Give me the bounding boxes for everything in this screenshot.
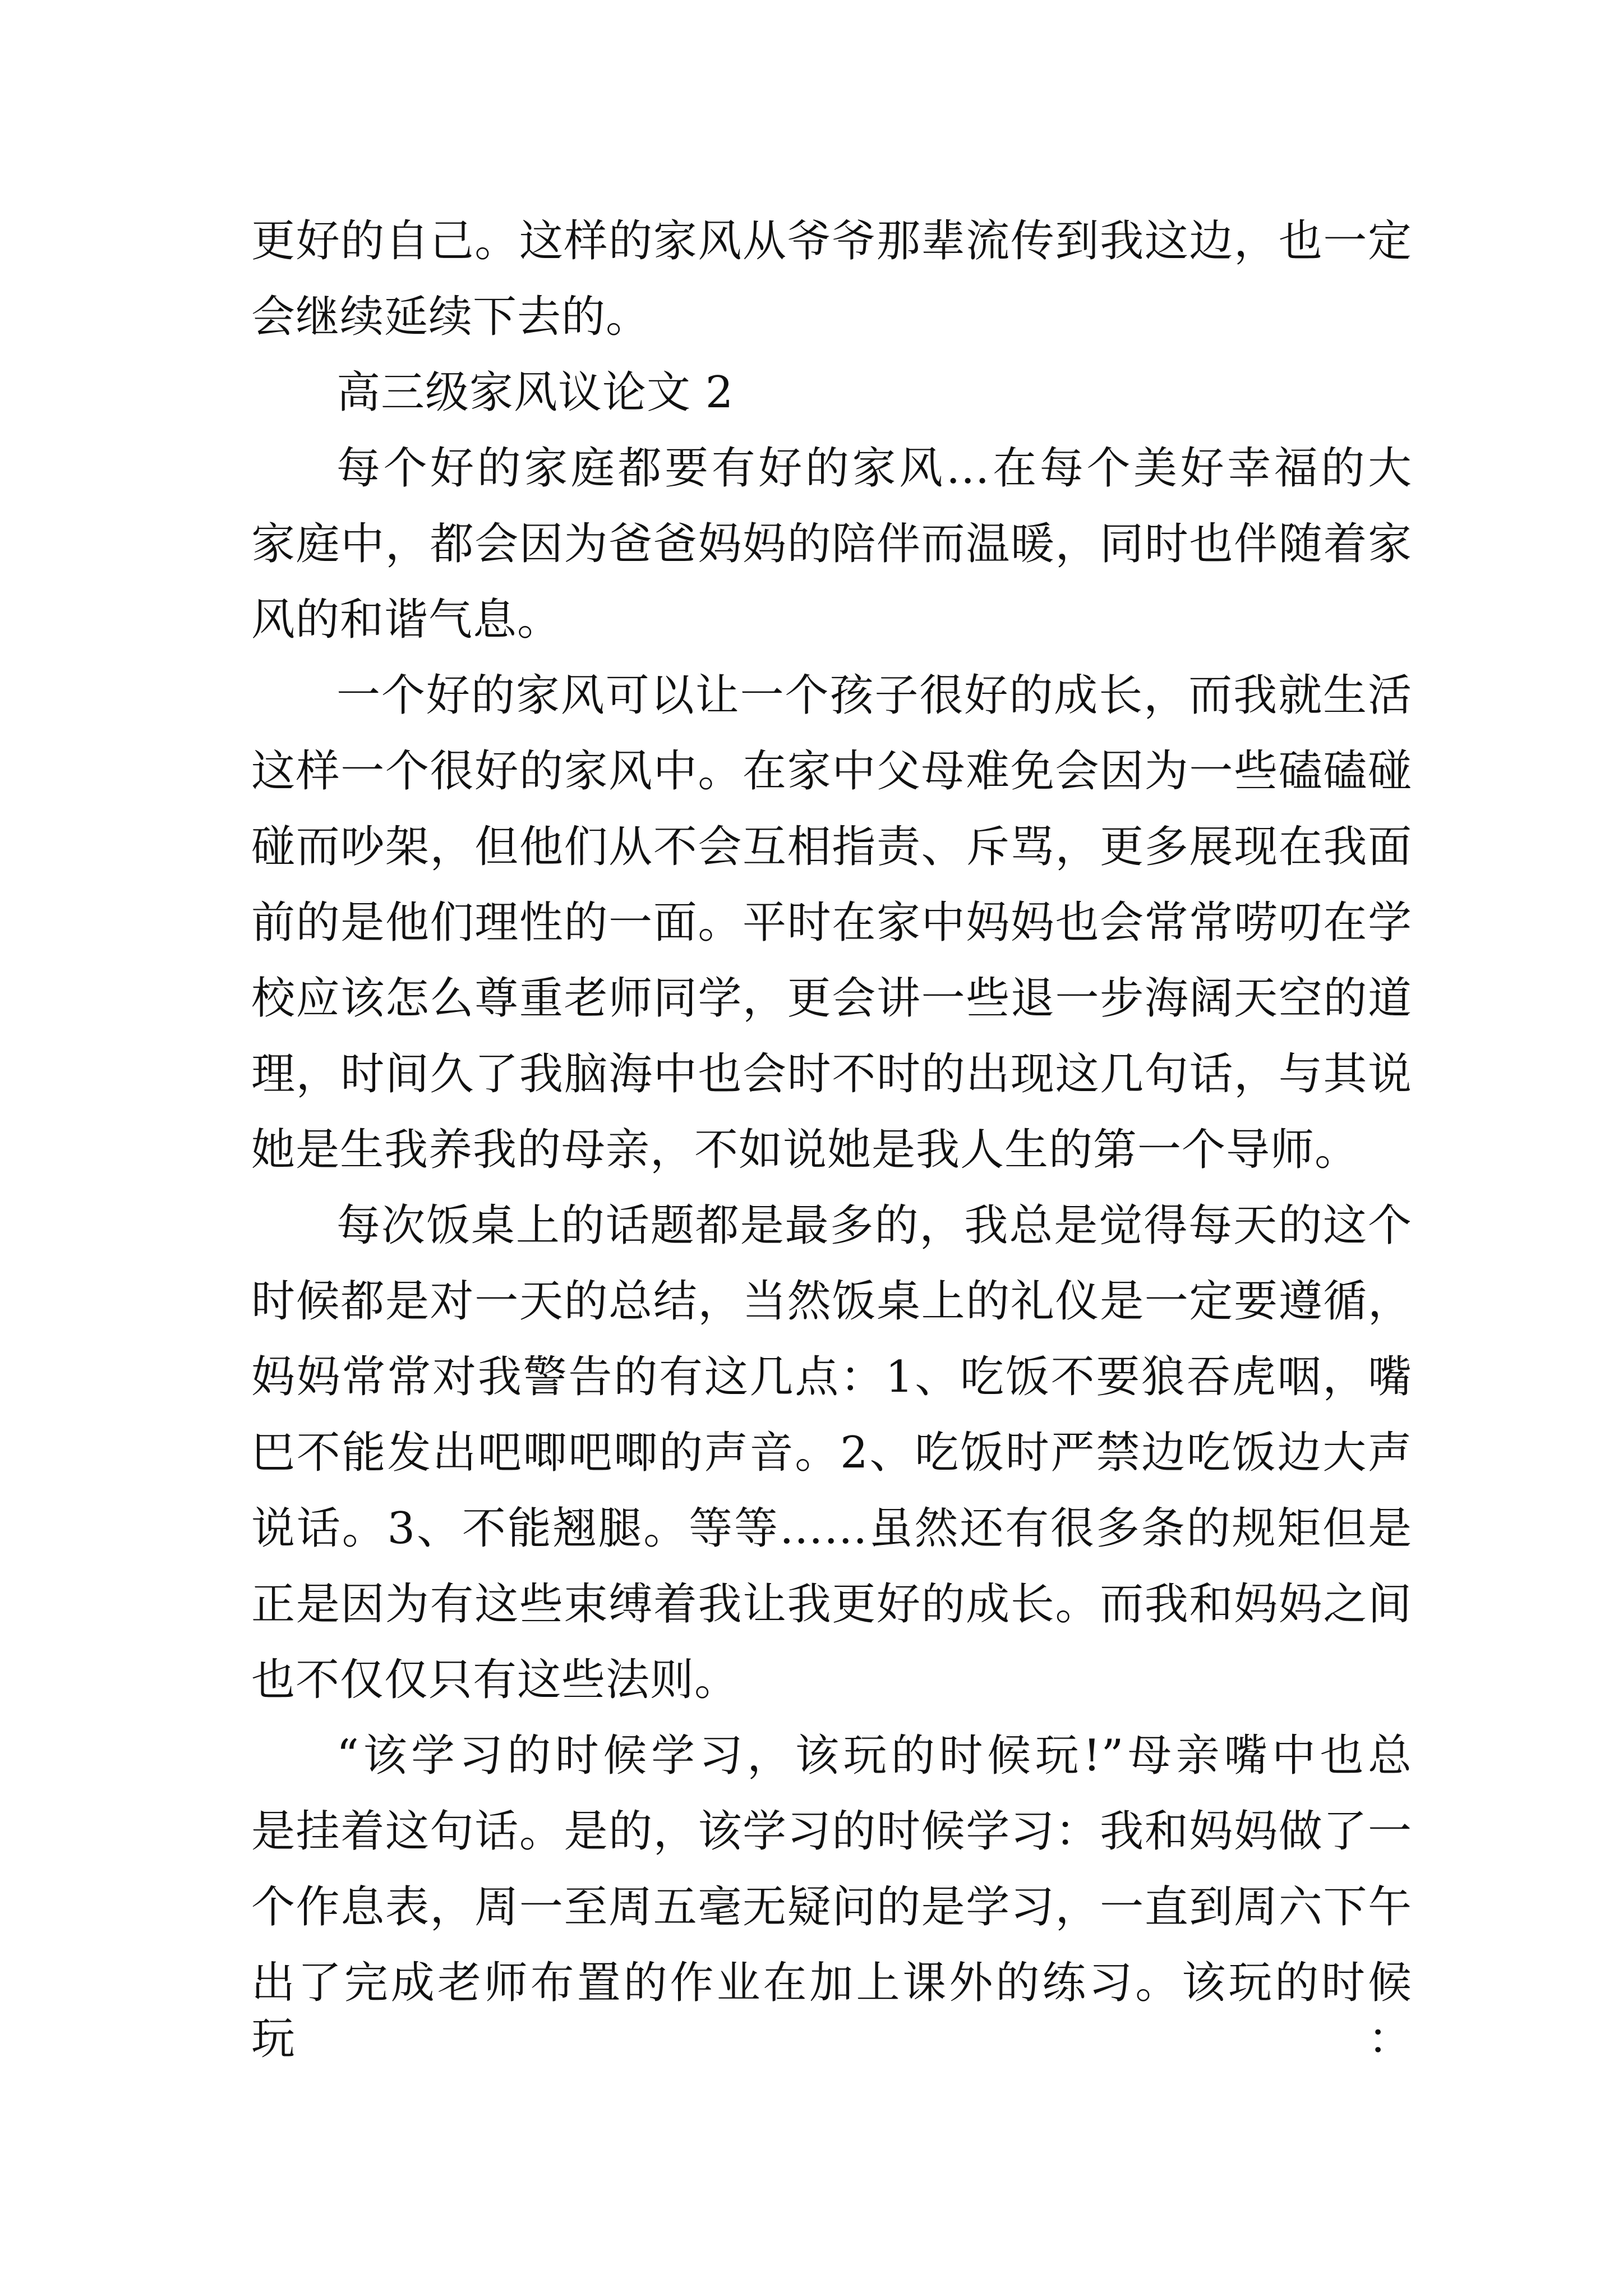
text-line: 每个好的家庭都要有好的家风…在每个美好幸福的大: [336, 443, 1412, 494]
text-line: 出了完成老师布置的作业在加上课外的练习。该玩的时候玩：: [251, 1958, 1412, 2064]
text-line: 更好的自己。这样的家风从爷爷那辈流传到我这边，也一定: [251, 216, 1412, 266]
text-line: 也不仅仅只有这些法则。: [251, 1655, 739, 1705]
section-heading: 高三级家风议论文 2: [336, 367, 734, 418]
text-line: 是挂着这句话。是的，该学习的时候学习：我和妈妈做了一: [251, 1806, 1412, 1857]
text-line: 一个好的家风可以让一个孩子很好的成长，而我就生活: [336, 670, 1412, 721]
text-line: 理，时间久了我脑海中也会时不时的出现这几句话，与其说: [251, 1049, 1412, 1099]
text-line: 会继续延续下去的。: [251, 292, 651, 342]
text-line: 校应该怎么尊重老师同学，更会讲一些退一步海阔天空的道: [251, 973, 1412, 1024]
text-line: 个作息表，周一至周五毫无疑问的是学习，一直到周六下午: [251, 1882, 1412, 1932]
text-line: “该学习的时候学习，该玩的时候玩!”母亲嘴中也总: [336, 1731, 1412, 1781]
text-line: 每次饭桌上的话题都是最多的，我总是觉得每天的这个: [336, 1200, 1412, 1251]
text-line: 她是生我养我的母亲，不如说她是我人生的第一个导师。: [251, 1125, 1359, 1175]
text-line: 巴不能发出吧唧吧唧的声音。2、吃饭时严禁边吃饭边大声: [251, 1428, 1412, 1478]
text-line: 时候都是对一天的总结，当然饭桌上的礼仪是一定要遵循，: [251, 1276, 1412, 1327]
text-line: 碰而吵架，但他们从不会互相指责、斥骂，更多展现在我面: [251, 822, 1412, 872]
text-line: 正是因为有这些束缚着我让我更好的成长。而我和妈妈之间: [251, 1579, 1412, 1630]
text-line: 妈妈常常对我警告的有这几点：1、吃饭不要狼吞虎咽，嘴: [251, 1352, 1412, 1402]
text-line: 风的和谐气息。: [251, 595, 562, 645]
text-line: 家庭中，都会因为爸爸妈妈的陪伴而温暖，同时也伴随着家: [251, 519, 1412, 569]
text-line: 这样一个很好的家风中。在家中父母难免会因为一些磕磕碰: [251, 746, 1412, 797]
text-line: 前的是他们理性的一面。平时在家中妈妈也会常常唠叨在学: [251, 898, 1412, 948]
text-line: 说话。3、不能翘腿。等等……虽然还有很多条的规矩但是: [251, 1503, 1412, 1554]
